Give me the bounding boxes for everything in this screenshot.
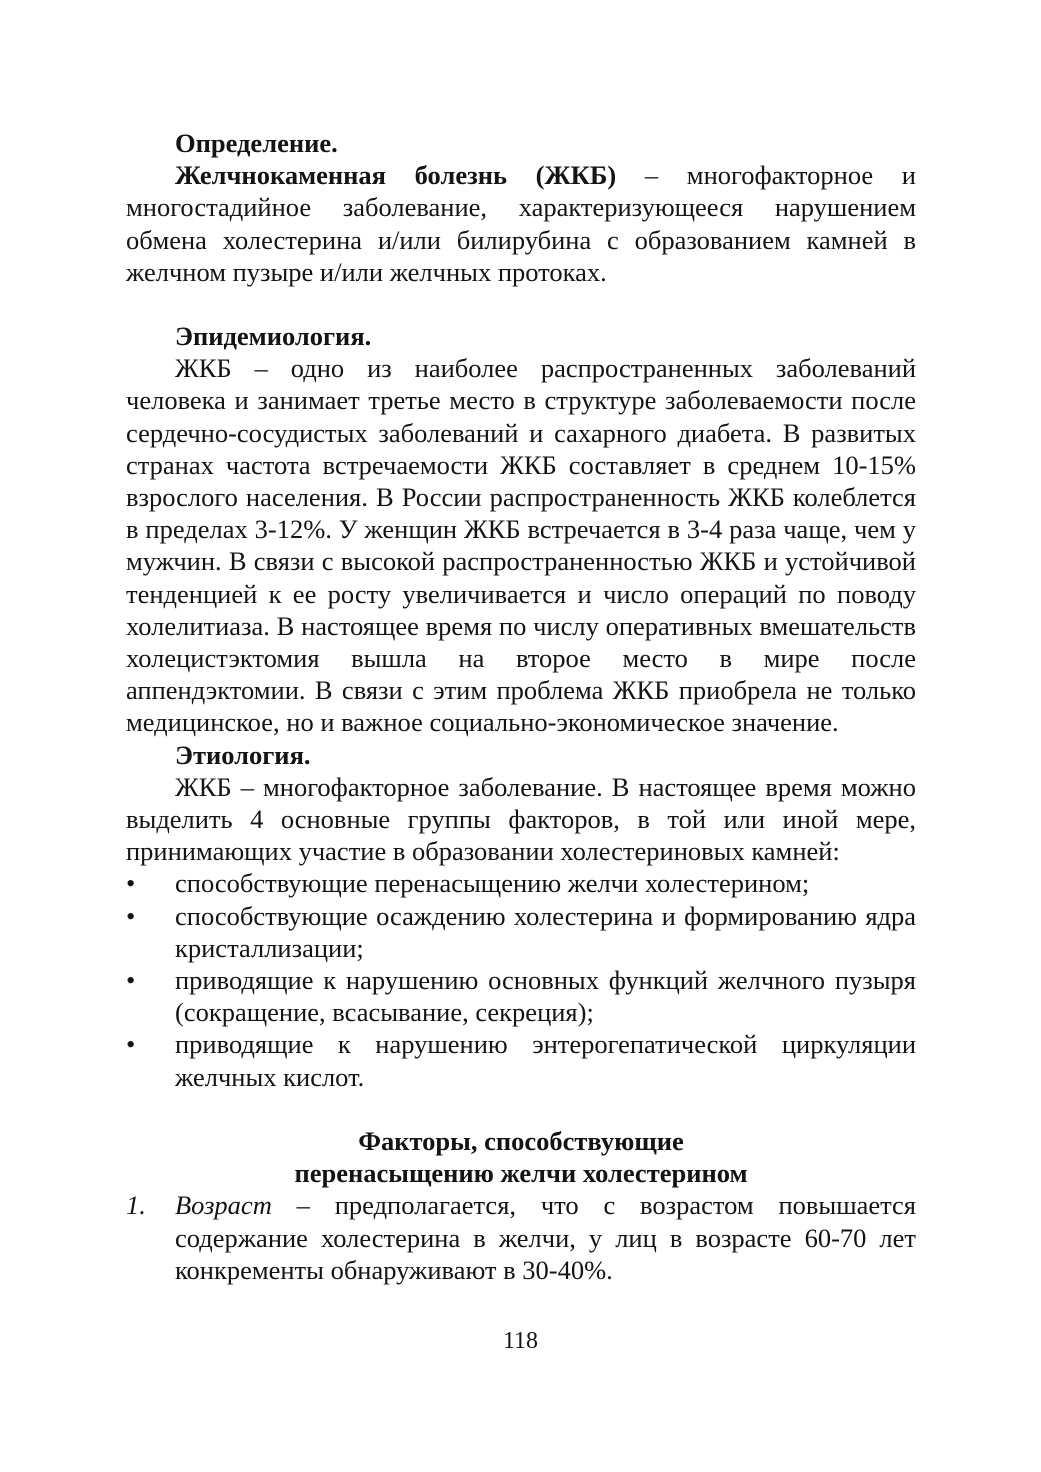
etiology-bullet-list xyxy=(126,867,916,1092)
etiology-heading: Этиология. xyxy=(175,739,311,770)
list-item-text: способствующие осаждению холестерина и формированию ядра кристаллизации; xyxy=(175,900,916,963)
spacer xyxy=(126,288,916,320)
section-title-line-1: Факторы, способствующие xyxy=(358,1125,684,1156)
item-number: 1. xyxy=(126,1190,146,1221)
etiology-paragraph: ЖКБ – многофакторное заболевание. В настоящее время можно выделить 4 основные группы факторов, в той или иной мере, принимающих участие в образовании холестериновых камней: xyxy=(126,771,916,867)
bullet-icon: • xyxy=(126,965,136,996)
list-item xyxy=(126,1028,916,1092)
list-item xyxy=(126,964,916,1028)
page-content xyxy=(126,127,916,1286)
spacer xyxy=(126,1093,916,1125)
item-text: – предполагается, что с возрастом повышается содержание холестерина в желчи, у лиц в возрасте 60-70 лет конкременты обнаруживают в 30-40%. xyxy=(175,1190,916,1285)
definition-heading: Определение. xyxy=(175,128,338,158)
list-item-text: способствующие перенасыщению желчи холестерином; xyxy=(175,868,810,899)
numbered-item xyxy=(126,1189,916,1286)
list-item-text: приводящие к нарушению энтерогепатической циркуляции желчных кислот. xyxy=(175,1029,916,1092)
epidemiology-paragraph: ЖКБ – одно из наиболее распространенных заболеваний человека и занимает третье место в структуре заболеваемости после сердечно-сосудистых заболеваний и сахарного диабета. В развитых странах частота встречаемости ЖКБ составляет в среднем 10-15% взрослого населения. В России распространенность ЖКБ колеблется в пределах 3-12%. У женщин ЖКБ встречается в 3-4 раза чаще, чем у мужчин. В связи с высокой распространенностью ЖКБ и устойчивой тенденцией к ее росту увеличивается и число операций по поводу холелитиаза. В настоящее время по числу оперативных вмешательств холецистэктомия вышла на второе место в мире после аппендэктомии. В связи с этим проблема ЖКБ приобрела не только медицинское, но и важное социально-экономическое значение. xyxy=(126,353,916,738)
list-item-text: приводящие к нарушению основных функций желчного пузыря (сокращение, всасывание, секреция); xyxy=(175,965,916,1028)
page-number: 118 xyxy=(502,1328,539,1354)
bullet-icon: • xyxy=(126,868,136,899)
bullet-icon: • xyxy=(126,900,136,931)
section-title-line-2: перенасыщению желчи холестерином xyxy=(294,1158,748,1189)
definition-paragraph xyxy=(126,159,916,288)
definition-term: Желчнокаменная болезнь (ЖКБ) xyxy=(175,160,617,191)
list-item xyxy=(126,867,916,899)
item-term: Возраст xyxy=(175,1190,272,1221)
definition-text: – многофакторное и многостадийное заболевание, характеризующееся нарушением обмена холестерина и/или билирубина с образованием камней в желчном пузыре и/или желчных протоках. xyxy=(126,160,916,287)
bullet-icon: • xyxy=(126,1029,136,1060)
list-item xyxy=(126,900,916,964)
epidemiology-heading: Эпидемиология. xyxy=(175,321,372,352)
